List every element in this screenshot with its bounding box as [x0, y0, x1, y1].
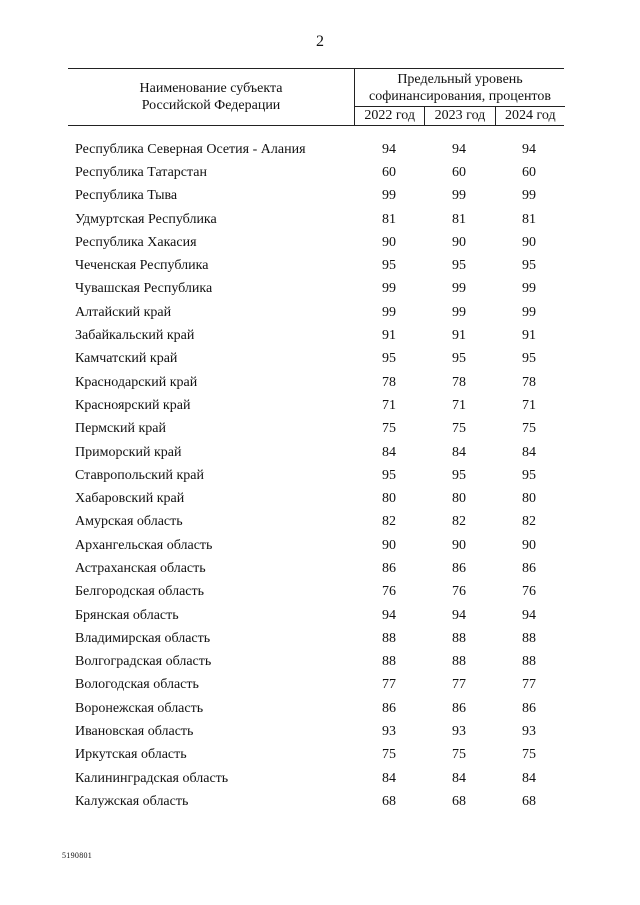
value-cell-2023: 84: [452, 444, 466, 460]
value-cell-2022: 99: [382, 281, 396, 297]
subject-name-cell: Республика Татарстан: [75, 164, 208, 180]
table-row: [68, 767, 564, 790]
value-cell-2024: 94: [522, 607, 536, 623]
subject-name-cell: Чувашская Республика: [75, 281, 213, 297]
table-row: [68, 301, 564, 324]
value-cell-2022: 90: [382, 234, 396, 250]
subject-name-cell: Камчатский край: [75, 351, 178, 367]
value-cell-2022: 68: [382, 793, 396, 809]
year-header-2022: 2022 год: [364, 108, 415, 123]
subject-name-cell: Республика Тыва: [75, 188, 178, 204]
value-cell-2022: 80: [382, 491, 396, 507]
value-cell-2023: 86: [452, 700, 466, 716]
subject-name-cell: Приморский край: [75, 444, 182, 460]
cofinancing-header-line-2: софинансирования, процентов: [369, 89, 551, 104]
table-row: [68, 348, 564, 371]
table-row: [68, 674, 564, 697]
value-cell-2022: 88: [382, 630, 396, 646]
value-cell-2022: 77: [382, 677, 396, 693]
value-cell-2022: 95: [382, 258, 396, 274]
value-cell-2022: 86: [382, 560, 396, 576]
value-cell-2024: 86: [522, 700, 536, 716]
table-row: [68, 557, 564, 580]
value-cell-2022: 60: [382, 164, 396, 180]
value-cell-2024: 86: [522, 560, 536, 576]
page-number: 2: [316, 33, 324, 50]
value-cell-2024: 82: [522, 514, 536, 530]
subject-name-cell: Забайкальский край: [75, 328, 195, 344]
value-cell-2024: 99: [522, 188, 536, 204]
value-cell-2024: 60: [522, 164, 536, 180]
value-cell-2022: 95: [382, 351, 396, 367]
value-cell-2024: 88: [522, 654, 536, 670]
value-cell-2023: 91: [452, 328, 466, 344]
subject-name-cell: Архангельская область: [75, 537, 213, 553]
value-cell-2023: 99: [452, 304, 466, 320]
value-cell-2023: 60: [452, 164, 466, 180]
value-cell-2023: 94: [452, 607, 466, 623]
value-cell-2023: 82: [452, 514, 466, 530]
value-cell-2024: 76: [522, 584, 536, 600]
value-cell-2022: 71: [382, 397, 396, 413]
cofinancing-header: [354, 69, 565, 125]
value-cell-2024: 95: [522, 467, 536, 483]
value-cell-2022: 99: [382, 188, 396, 204]
subject-name-cell: Брянская область: [75, 607, 179, 623]
cofinancing-header-line-1: Предельный уровень: [397, 72, 523, 87]
value-cell-2022: 93: [382, 724, 396, 740]
value-cell-2022: 82: [382, 514, 396, 530]
value-cell-2022: 84: [382, 770, 396, 786]
table-row: [68, 627, 564, 650]
value-cell-2022: 99: [382, 304, 396, 320]
table-row: [68, 231, 564, 254]
year-header-row: [355, 106, 565, 125]
value-cell-2023: 95: [452, 467, 466, 483]
value-cell-2023: 90: [452, 234, 466, 250]
value-cell-2023: 99: [452, 281, 466, 297]
value-cell-2024: 95: [522, 258, 536, 274]
value-cell-2023: 76: [452, 584, 466, 600]
value-cell-2022: 94: [382, 141, 396, 157]
subject-name-header-line-2: Российской Федерации: [141, 98, 281, 113]
value-cell-2023: 78: [452, 374, 466, 390]
subject-name-cell: Ставропольский край: [75, 467, 204, 483]
value-cell-2023: 86: [452, 560, 466, 576]
table-row: [68, 371, 564, 394]
value-cell-2022: 76: [382, 584, 396, 600]
value-cell-2023: 75: [452, 747, 466, 763]
value-cell-2024: 75: [522, 747, 536, 763]
value-cell-2024: 80: [522, 491, 536, 507]
subject-name-cell: Алтайский край: [75, 304, 172, 320]
year-header-2024: 2024 год: [495, 107, 565, 125]
value-cell-2024: 91: [522, 328, 536, 344]
value-cell-2024: 99: [522, 304, 536, 320]
table-row: [68, 418, 564, 441]
document-code: 5190801: [62, 851, 93, 860]
value-cell-2024: 94: [522, 141, 536, 157]
subject-name-header-line-1: Наименование субъекта: [139, 81, 283, 96]
year-header-2023: 2023 год: [424, 107, 494, 125]
value-cell-2023: 95: [452, 258, 466, 274]
value-cell-2022: 95: [382, 467, 396, 483]
table-row: [68, 441, 564, 464]
table-row: [68, 697, 564, 720]
value-cell-2024: 90: [522, 537, 536, 553]
table-row: [68, 581, 564, 604]
table-row: [68, 208, 564, 231]
value-cell-2022: 94: [382, 607, 396, 623]
value-cell-2022: 90: [382, 537, 396, 553]
value-cell-2024: 68: [522, 793, 536, 809]
table-row: [68, 744, 564, 767]
subject-name-cell: Республика Хакасия: [75, 234, 197, 250]
value-cell-2023: 77: [452, 677, 466, 693]
value-cell-2024: 93: [522, 724, 536, 740]
table-row: [68, 185, 564, 208]
subject-name-cell: Астраханская область: [75, 560, 206, 576]
subject-name-cell: Ивановская область: [75, 724, 194, 740]
subject-name-cell: Воронежская область: [75, 700, 204, 716]
value-cell-2023: 81: [452, 211, 466, 227]
value-cell-2024: 75: [522, 421, 536, 437]
subject-name-cell: Владимирская область: [75, 630, 211, 646]
value-cell-2022: 75: [382, 747, 396, 763]
table-row: [68, 254, 564, 277]
cofinancing-header-title: [355, 71, 565, 105]
subject-name-cell: Волгоградская область: [75, 654, 212, 670]
table-row: [68, 487, 564, 510]
subject-name-cell: Республика Северная Осетия - Алания: [75, 141, 306, 157]
value-cell-2023: 88: [452, 630, 466, 646]
value-cell-2023: 93: [452, 724, 466, 740]
value-cell-2024: 77: [522, 677, 536, 693]
value-cell-2022: 78: [382, 374, 396, 390]
value-cell-2024: 88: [522, 630, 536, 646]
value-cell-2023: 88: [452, 654, 466, 670]
table-row: [68, 138, 564, 161]
value-cell-2023: 90: [452, 537, 466, 553]
table-header: [68, 68, 564, 126]
value-cell-2022: 81: [382, 211, 396, 227]
table-row: [68, 534, 564, 557]
value-cell-2023: 71: [452, 397, 466, 413]
value-cell-2024: 71: [522, 397, 536, 413]
table-row: [68, 324, 564, 347]
value-cell-2024: 95: [522, 351, 536, 367]
value-cell-2024: 99: [522, 281, 536, 297]
table-row: [68, 790, 564, 813]
subject-name-cell: Калининградская область: [75, 770, 229, 786]
subject-name-cell: Иркутская область: [75, 747, 187, 763]
table-row: [68, 651, 564, 674]
subject-name-cell: Пермский край: [75, 421, 166, 437]
value-cell-2022: 75: [382, 421, 396, 437]
table-row: [68, 161, 564, 184]
subject-name-cell: Чеченская Республика: [75, 258, 209, 274]
table-row: [68, 278, 564, 301]
value-cell-2022: 84: [382, 444, 396, 460]
value-cell-2024: 78: [522, 374, 536, 390]
table-row: [68, 604, 564, 627]
subject-name-cell: Белгородская область: [75, 584, 205, 600]
value-cell-2024: 90: [522, 234, 536, 250]
value-cell-2022: 88: [382, 654, 396, 670]
subject-name-cell: Красноярский край: [75, 397, 191, 413]
value-cell-2022: 91: [382, 328, 396, 344]
value-cell-2024: 81: [522, 211, 536, 227]
subject-name-cell: Вологодская область: [75, 677, 199, 693]
value-cell-2023: 68: [452, 793, 466, 809]
table-body: [68, 138, 564, 814]
subject-name-cell: Амурская область: [75, 514, 183, 530]
value-cell-2024: 84: [522, 770, 536, 786]
subject-name-header: [68, 69, 354, 125]
table-row: [68, 394, 564, 417]
subject-name-cell: Хабаровский край: [75, 491, 185, 507]
value-cell-2023: 80: [452, 491, 466, 507]
value-cell-2022: 86: [382, 700, 396, 716]
value-cell-2023: 75: [452, 421, 466, 437]
table-row: [68, 511, 564, 534]
value-cell-2024: 84: [522, 444, 536, 460]
value-cell-2023: 95: [452, 351, 466, 367]
value-cell-2023: 84: [452, 770, 466, 786]
value-cell-2023: 94: [452, 141, 466, 157]
value-cell-2023: 99: [452, 188, 466, 204]
subject-name-cell: Калужская область: [75, 793, 189, 809]
subject-name-cell: Краснодарский край: [75, 374, 198, 390]
table-row: [68, 464, 564, 487]
subject-name-cell: Удмуртская Республика: [75, 211, 217, 227]
table-row: [68, 720, 564, 743]
